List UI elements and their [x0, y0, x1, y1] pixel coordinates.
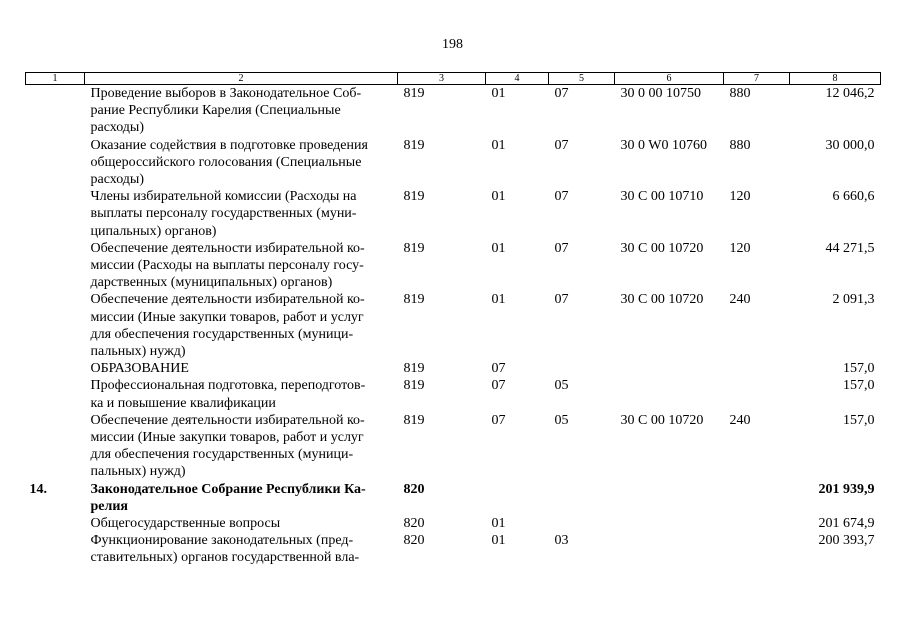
table-row — [26, 240, 881, 292]
cell-expense-type — [724, 481, 790, 515]
cell-amount: 201 674,9 — [818, 516, 875, 532]
row-name-line: миссии (Иные закупки товаров, работ и услуг — [90, 309, 364, 325]
cell-section: 01 — [491, 516, 506, 532]
row-name-line: Члены избирательной комиссии (Расходы на — [90, 189, 357, 205]
row-number — [26, 412, 85, 481]
table-row — [26, 481, 881, 515]
row-number — [26, 291, 85, 360]
row-name-line: общероссийского голосования (Специальные — [90, 154, 362, 170]
row-name — [85, 291, 398, 360]
cell-section: 07 — [491, 361, 506, 377]
cell-section: 01 — [491, 137, 506, 153]
cell-subsection — [549, 360, 615, 377]
cell-ministry-code: 819 — [403, 86, 425, 101]
cell-section: 07 — [491, 378, 506, 394]
cell-ministry-code: 819 — [403, 412, 425, 428]
cell-target-article — [615, 377, 724, 411]
row-name — [85, 188, 398, 240]
row-name-line: пальных) нужд) — [90, 344, 186, 360]
row-name-line: пальных) нужд) — [90, 464, 186, 480]
cell-expense-type: 120 — [729, 189, 751, 205]
row-name-line: расходы) — [90, 172, 144, 188]
cell-target-article: 30 С 00 10720 — [620, 412, 704, 428]
table-row — [26, 412, 881, 481]
cell-amount: 157,0 — [843, 361, 875, 377]
cell-expense-type — [724, 360, 790, 377]
cell-ministry-code: 819 — [403, 292, 425, 308]
row-name-line: Обеспечение деятельности избирательной ко- — [90, 240, 365, 256]
cell-section: 01 — [491, 189, 506, 205]
row-name — [85, 137, 398, 189]
table-row — [26, 532, 881, 566]
cell-section — [486, 481, 549, 515]
row-name-line: релия — [90, 498, 128, 514]
cell-expense-type: 240 — [729, 412, 751, 428]
row-name — [85, 481, 398, 515]
column-header: 8 — [790, 73, 881, 85]
cell-subsection — [549, 481, 615, 515]
row-name-line: для обеспечения государственных (муници- — [90, 326, 354, 342]
row-number — [26, 240, 85, 292]
row-name-line: Проведение выборов в Законодательное Соб- — [90, 86, 362, 101]
row-name — [85, 240, 398, 292]
table-row — [26, 515, 881, 532]
cell-amount: 2 091,3 — [832, 292, 875, 308]
cell-ministry-code: 820 — [403, 533, 425, 549]
cell-ministry-code: 819 — [403, 378, 425, 394]
cell-amount: 6 660,6 — [832, 189, 875, 205]
column-number-row — [26, 73, 881, 85]
cell-amount: 30 000,0 — [825, 137, 875, 153]
row-name-line: ОБРАЗОВАНИЕ — [90, 361, 189, 377]
cell-ministry-code: 819 — [403, 240, 425, 256]
cell-target-article — [615, 515, 724, 532]
row-name-line: Общегосударственные вопросы — [90, 516, 281, 532]
cell-target-article: 30 0 00 10750 — [620, 86, 701, 101]
cell-target-article — [615, 481, 724, 515]
table-row — [26, 377, 881, 411]
cell-section: 01 — [491, 292, 506, 308]
row-name-line: выплаты персоналу государственных (муни- — [90, 206, 357, 222]
table-row — [26, 291, 881, 360]
column-header: 5 — [549, 73, 615, 85]
cell-subsection: 07 — [554, 86, 569, 101]
row-name-line: дарственных (муниципальных) органов) — [90, 275, 333, 291]
cell-expense-type: 240 — [729, 292, 751, 308]
table-row — [26, 188, 881, 240]
row-name — [85, 532, 398, 566]
cell-ministry-code: 820 — [403, 481, 425, 497]
cell-subsection: 05 — [554, 412, 569, 428]
cell-target-article — [615, 532, 724, 566]
cell-expense-type — [724, 515, 790, 532]
budget-table — [25, 72, 881, 567]
row-name-line: Профессиональная подготовка, переподготов- — [90, 378, 366, 394]
cell-ministry-code: 820 — [403, 516, 425, 532]
column-header: 4 — [486, 73, 549, 85]
row-name-line: Оказание содействия в подготовке проведения — [90, 137, 368, 153]
cell-subsection — [549, 515, 615, 532]
cell-expense-type: 120 — [729, 240, 751, 256]
cell-amount: 201 939,9 — [818, 481, 875, 497]
cell-section: 01 — [491, 240, 506, 256]
row-name-line: миссии (Иные закупки товаров, работ и услуг — [90, 430, 364, 446]
cell-ministry-code: 819 — [403, 137, 425, 153]
cell-subsection: 07 — [554, 240, 569, 256]
cell-section: 01 — [491, 533, 506, 549]
cell-subsection: 05 — [554, 378, 569, 394]
cell-section: 07 — [491, 412, 506, 428]
row-name-line: Обеспечение деятельности избирательной ко- — [90, 292, 365, 308]
cell-target-article — [615, 360, 724, 377]
cell-expense-type: 880 — [729, 86, 751, 101]
cell-target-article: 30 0 W0 10760 — [620, 137, 707, 153]
cell-ministry-code: 819 — [403, 189, 425, 205]
row-name — [85, 412, 398, 481]
cell-subsection: 03 — [554, 533, 569, 549]
row-name-line: ка и повышение квалификации — [90, 395, 276, 411]
row-name-line: рание Республики Карелия (Специальные — [90, 103, 341, 119]
row-number — [26, 85, 85, 137]
row-name-line: Обеспечение деятельности избирательной ко- — [90, 412, 365, 428]
cell-amount: 44 271,5 — [825, 240, 875, 256]
cell-expense-type — [724, 532, 790, 566]
cell-ministry-code: 819 — [403, 361, 425, 377]
row-number — [26, 515, 85, 532]
table-row — [26, 137, 881, 189]
cell-expense-type: 880 — [729, 137, 751, 153]
row-name-line: ставительных) органов государственной вла- — [90, 550, 360, 566]
row-number — [26, 137, 85, 189]
row-name-line: Функционирование законодательных (пред- — [90, 533, 354, 549]
table-body — [26, 85, 881, 567]
column-header: 6 — [615, 73, 724, 85]
row-name-line: Законодательное Собрание Республики Ка- — [90, 481, 366, 497]
cell-subsection: 07 — [554, 137, 569, 153]
row-name-line: расходы) — [90, 120, 144, 136]
table-row — [26, 360, 881, 377]
row-number: 14. — [29, 481, 47, 497]
column-header: 1 — [26, 73, 85, 85]
table-row — [26, 85, 881, 137]
cell-subsection: 07 — [554, 292, 569, 308]
row-number — [26, 188, 85, 240]
cell-expense-type — [724, 377, 790, 411]
row-name-line: ципальных) органов) — [90, 223, 217, 239]
cell-target-article: 30 С 00 10710 — [620, 189, 704, 205]
row-name-line: миссии (Расходы на выплаты персоналу госу- — [90, 258, 364, 274]
cell-amount: 200 393,7 — [818, 533, 875, 549]
cell-amount: 157,0 — [843, 378, 875, 394]
row-name — [85, 515, 398, 532]
cell-amount: 12 046,2 — [825, 86, 875, 101]
page-number: 198 — [442, 37, 463, 52]
column-header: 2 — [85, 73, 398, 85]
row-name — [85, 85, 398, 137]
row-name-line: для обеспечения государственных (муници- — [90, 447, 354, 463]
row-number — [26, 360, 85, 377]
cell-subsection: 07 — [554, 189, 569, 205]
row-name — [85, 360, 398, 377]
column-header: 3 — [398, 73, 486, 85]
row-number — [26, 377, 85, 411]
cell-target-article: 30 С 00 10720 — [620, 240, 704, 256]
cell-amount: 157,0 — [843, 412, 875, 428]
row-number — [26, 532, 85, 566]
row-name — [85, 377, 398, 411]
column-header: 7 — [724, 73, 790, 85]
cell-section: 01 — [491, 86, 506, 101]
cell-target-article: 30 С 00 10720 — [620, 292, 704, 308]
